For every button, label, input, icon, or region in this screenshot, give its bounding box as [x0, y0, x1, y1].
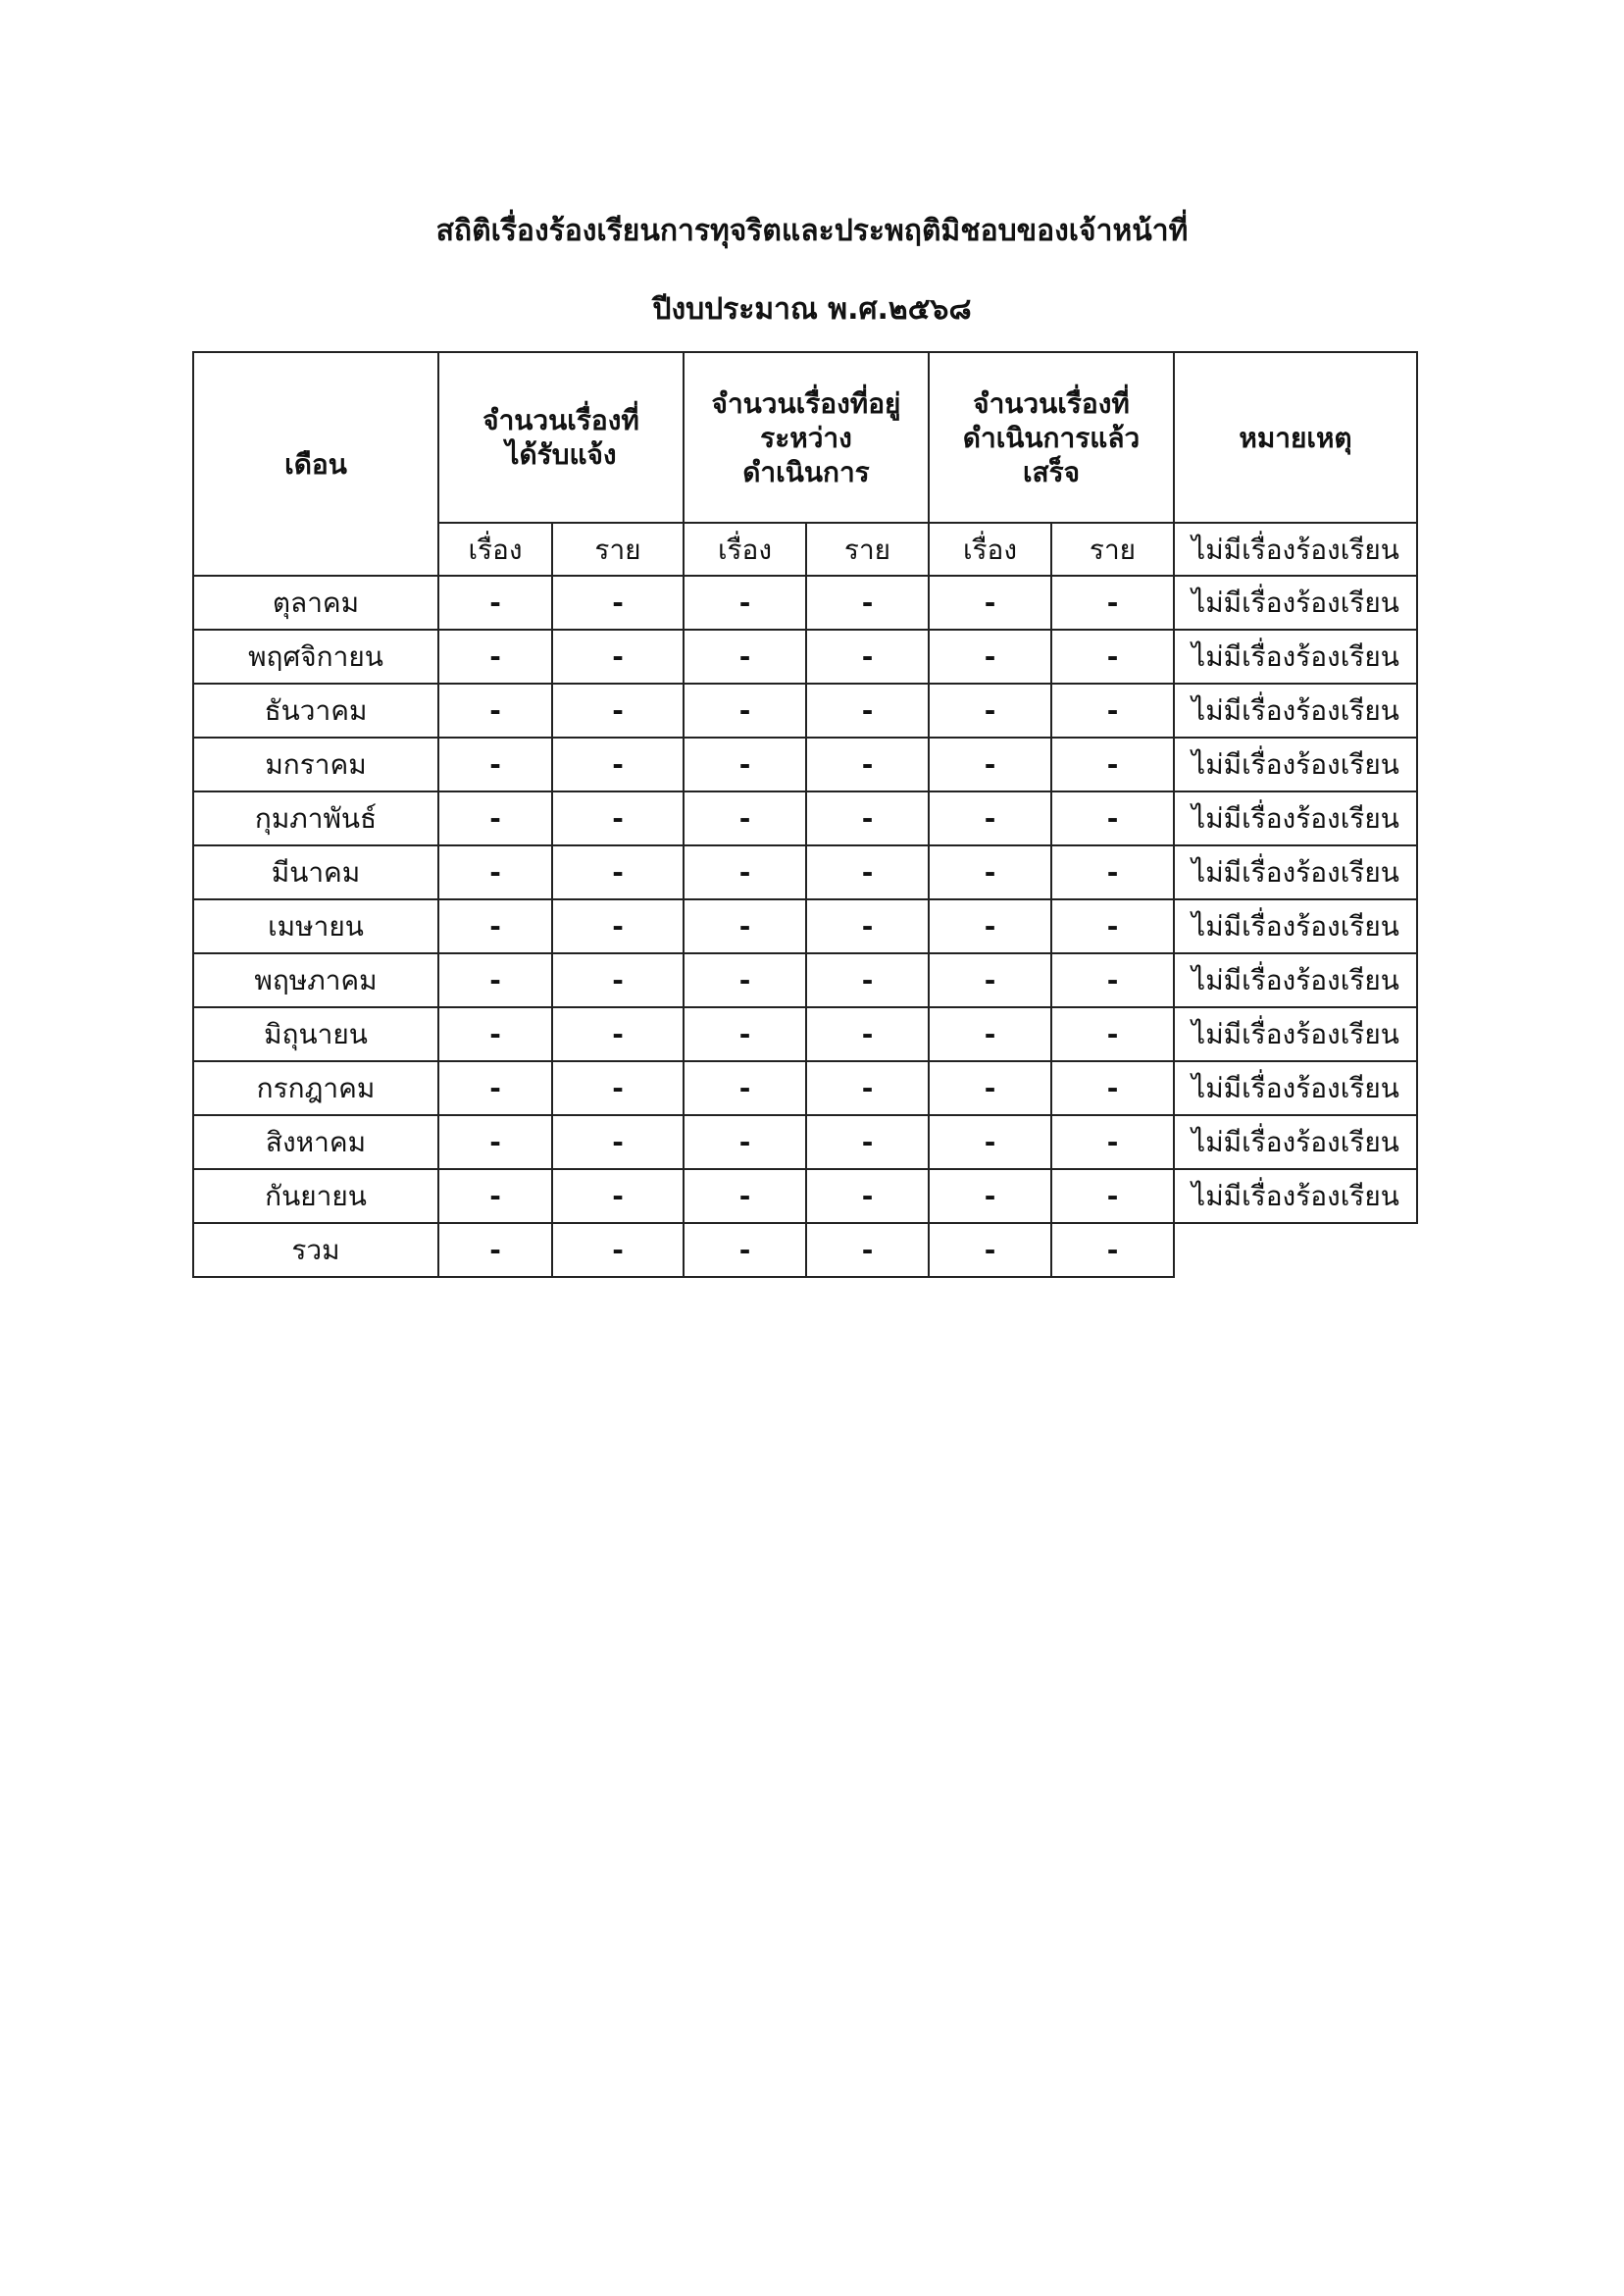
- value-cell: -: [438, 684, 552, 738]
- total-value-cell: -: [552, 1223, 684, 1277]
- value-cell: -: [1051, 630, 1174, 684]
- value-cell: -: [929, 1061, 1051, 1115]
- value-cell: -: [552, 1115, 684, 1169]
- value-cell: -: [552, 845, 684, 899]
- empty-cell: [1174, 1223, 1417, 1277]
- value-cell: -: [806, 791, 929, 845]
- total-value-cell: -: [438, 1223, 552, 1277]
- value-cell: -: [438, 576, 552, 630]
- value-cell: -: [552, 738, 684, 791]
- value-cell: -: [684, 630, 806, 684]
- remark-cell: ไม่มีเรื่องร้องเรียน: [1174, 684, 1417, 738]
- value-cell: -: [438, 1169, 552, 1223]
- value-cell: -: [929, 738, 1051, 791]
- value-cell: -: [1051, 1007, 1174, 1061]
- value-cell: -: [806, 1061, 929, 1115]
- value-cell: -: [1051, 738, 1174, 791]
- header-received: จำนวนเรื่องที่ ได้รับแจ้ง: [438, 352, 684, 523]
- subheader-story: เรื่อง: [929, 523, 1051, 576]
- value-cell: -: [806, 1115, 929, 1169]
- remark-cell: ไม่มีเรื่องร้องเรียน: [1174, 791, 1417, 845]
- value-cell: -: [684, 1169, 806, 1223]
- value-cell: -: [806, 684, 929, 738]
- document-title: สถิติเรื่องร้องเรียนการทุจริตและประพฤติมิชอบของเจ้าหน้าที่: [435, 214, 1189, 248]
- value-cell: -: [1051, 791, 1174, 845]
- subheader-case: ราย: [1051, 523, 1174, 576]
- remark-cell: ไม่มีเรื่องร้องเรียน: [1174, 1007, 1417, 1061]
- value-cell: -: [684, 845, 806, 899]
- value-cell: -: [1051, 576, 1174, 630]
- table-row: [193, 1007, 1417, 1061]
- subheader-story: เรื่อง: [684, 523, 806, 576]
- value-cell: -: [438, 1061, 552, 1115]
- month-cell: กุมภาพันธ์: [193, 791, 438, 845]
- table-row: [193, 899, 1417, 953]
- value-cell: -: [438, 1115, 552, 1169]
- month-cell: มิถุนายน: [193, 1007, 438, 1061]
- remark-cell: ไม่มีเรื่องร้องเรียน: [1174, 1061, 1417, 1115]
- table-row: [193, 791, 1417, 845]
- month-cell: มีนาคม: [193, 845, 438, 899]
- value-cell: -: [929, 845, 1051, 899]
- value-cell: -: [806, 1169, 929, 1223]
- value-cell: -: [1051, 1169, 1174, 1223]
- remark-cell: ไม่มีเรื่องร้องเรียน: [1174, 738, 1417, 791]
- value-cell: -: [1051, 1061, 1174, 1115]
- table-row: [193, 576, 1417, 630]
- value-cell: -: [438, 630, 552, 684]
- total-value-cell: -: [806, 1223, 929, 1277]
- table-row: [193, 953, 1417, 1007]
- value-cell: -: [438, 899, 552, 953]
- header-remark: หมายเหตุ: [1174, 352, 1417, 523]
- value-cell: -: [438, 1007, 552, 1061]
- remark-cell: ไม่มีเรื่องร้องเรียน: [1174, 953, 1417, 1007]
- value-cell: -: [552, 953, 684, 1007]
- value-cell: -: [684, 953, 806, 1007]
- value-cell: -: [929, 576, 1051, 630]
- remark-cell: ไม่มีเรื่องร้องเรียน: [1174, 1169, 1417, 1223]
- value-cell: -: [1051, 1115, 1174, 1169]
- value-cell: -: [929, 791, 1051, 845]
- total-label: รวม: [193, 1223, 438, 1277]
- month-cell: สิงหาคม: [193, 1115, 438, 1169]
- header-in-progress: จำนวนเรื่องที่อยู่ ระหว่าง ดำเนินการ: [684, 352, 929, 523]
- table-row: [193, 630, 1417, 684]
- total-value-cell: -: [684, 1223, 806, 1277]
- month-cell: ตุลาคม: [193, 576, 438, 630]
- remark-cell: ไม่มีเรื่องร้องเรียน: [1174, 899, 1417, 953]
- month-cell: มกราคม: [193, 738, 438, 791]
- value-cell: -: [1051, 899, 1174, 953]
- value-cell: -: [552, 684, 684, 738]
- month-cell: ธันวาคม: [193, 684, 438, 738]
- total-value-cell: -: [1051, 1223, 1174, 1277]
- table-row: [193, 684, 1417, 738]
- value-cell: -: [1051, 953, 1174, 1007]
- value-cell: -: [552, 576, 684, 630]
- value-cell: -: [438, 845, 552, 899]
- subheader-case: ราย: [552, 523, 684, 576]
- table-row: [193, 845, 1417, 899]
- value-cell: -: [438, 953, 552, 1007]
- remark-cell: ไม่มีเรื่องร้องเรียน: [1174, 576, 1417, 630]
- value-cell: -: [1051, 684, 1174, 738]
- value-cell: -: [929, 1115, 1051, 1169]
- month-cell: กรกฎาคม: [193, 1061, 438, 1115]
- value-cell: -: [552, 791, 684, 845]
- value-cell: -: [1051, 845, 1174, 899]
- value-cell: -: [929, 1169, 1051, 1223]
- value-cell: -: [552, 1061, 684, 1115]
- value-cell: -: [806, 1007, 929, 1061]
- subheader-remark-value: ไม่มีเรื่องร้องเรียน: [1174, 523, 1417, 576]
- subheader-case: ราย: [806, 523, 929, 576]
- value-cell: -: [684, 738, 806, 791]
- value-cell: -: [684, 576, 806, 630]
- remark-cell: ไม่มีเรื่องร้องเรียน: [1174, 1115, 1417, 1169]
- value-cell: -: [552, 1169, 684, 1223]
- month-cell: กันยายน: [193, 1169, 438, 1223]
- value-cell: -: [552, 899, 684, 953]
- value-cell: -: [806, 576, 929, 630]
- value-cell: -: [929, 899, 1051, 953]
- value-cell: -: [438, 738, 552, 791]
- value-cell: -: [684, 1115, 806, 1169]
- value-cell: -: [684, 791, 806, 845]
- month-cell: เมษายน: [193, 899, 438, 953]
- value-cell: -: [806, 738, 929, 791]
- table-row: [193, 1061, 1417, 1115]
- total-value-cell: -: [929, 1223, 1051, 1277]
- complaint-statistics-table: [192, 351, 1418, 1278]
- value-cell: -: [929, 684, 1051, 738]
- value-cell: -: [552, 1007, 684, 1061]
- total-row: [193, 1223, 1417, 1277]
- value-cell: -: [684, 1007, 806, 1061]
- value-cell: -: [552, 630, 684, 684]
- value-cell: -: [929, 953, 1051, 1007]
- value-cell: -: [806, 899, 929, 953]
- month-cell: พฤษภาคม: [193, 953, 438, 1007]
- value-cell: -: [684, 684, 806, 738]
- remark-cell: ไม่มีเรื่องร้องเรียน: [1174, 630, 1417, 684]
- table-row: [193, 1115, 1417, 1169]
- value-cell: -: [684, 1061, 806, 1115]
- value-cell: -: [684, 899, 806, 953]
- table-row: [193, 738, 1417, 791]
- table-row: [193, 1169, 1417, 1223]
- subheader-story: เรื่อง: [438, 523, 552, 576]
- value-cell: -: [438, 791, 552, 845]
- value-cell: -: [929, 1007, 1051, 1061]
- remark-cell: ไม่มีเรื่องร้องเรียน: [1174, 845, 1417, 899]
- header-completed: จำนวนเรื่องที่ ดำเนินการแล้ว เสร็จ: [929, 352, 1174, 523]
- month-cell: พฤศจิกายน: [193, 630, 438, 684]
- header-month: เดือน: [193, 352, 438, 576]
- document-subtitle: ปีงบประมาณ พ.ศ.๒๕๖๘: [652, 292, 972, 327]
- value-cell: -: [806, 630, 929, 684]
- value-cell: -: [929, 630, 1051, 684]
- value-cell: -: [806, 953, 929, 1007]
- value-cell: -: [806, 845, 929, 899]
